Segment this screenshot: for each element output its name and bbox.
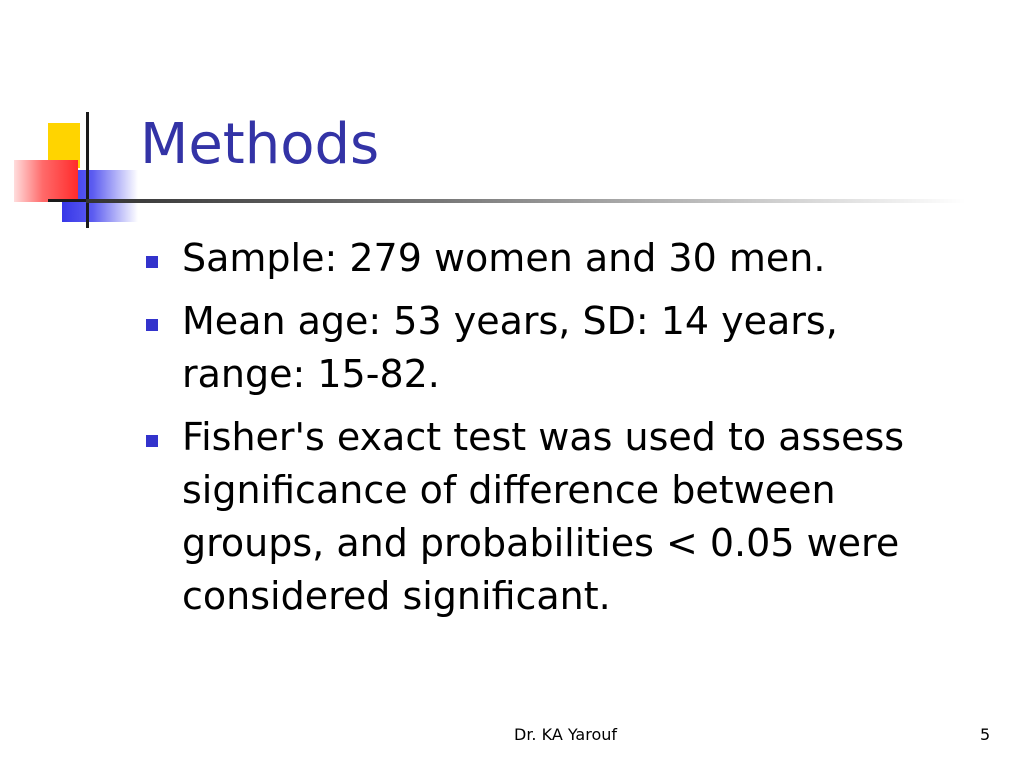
decorative-logo [0, 0, 150, 240]
slide-title: Methods [140, 112, 380, 177]
bullet-list [146, 232, 966, 633]
bullet-item [146, 232, 966, 285]
page-number: 5 [980, 725, 991, 744]
bullet-item [146, 411, 966, 623]
bullet-text: Fisher's exact test was used to assess significance of difference between groups, and probabilities < 0.05 were considered significant. [182, 415, 905, 618]
bullet-item [146, 295, 966, 401]
logo-vertical-line [86, 112, 89, 228]
bullet-text: Sample: 279 women and 30 men. [182, 236, 826, 280]
logo-red-square [14, 160, 78, 202]
bullet-marker-icon [146, 319, 158, 331]
bullet-marker-icon [146, 435, 158, 447]
bullet-text: Mean age: 53 years, SD: 14 years, range: 15-82. [182, 299, 838, 396]
footer-author: Dr. KA Yarouf [514, 725, 618, 744]
bullet-marker-icon [146, 256, 158, 268]
title-underline [86, 199, 966, 203]
